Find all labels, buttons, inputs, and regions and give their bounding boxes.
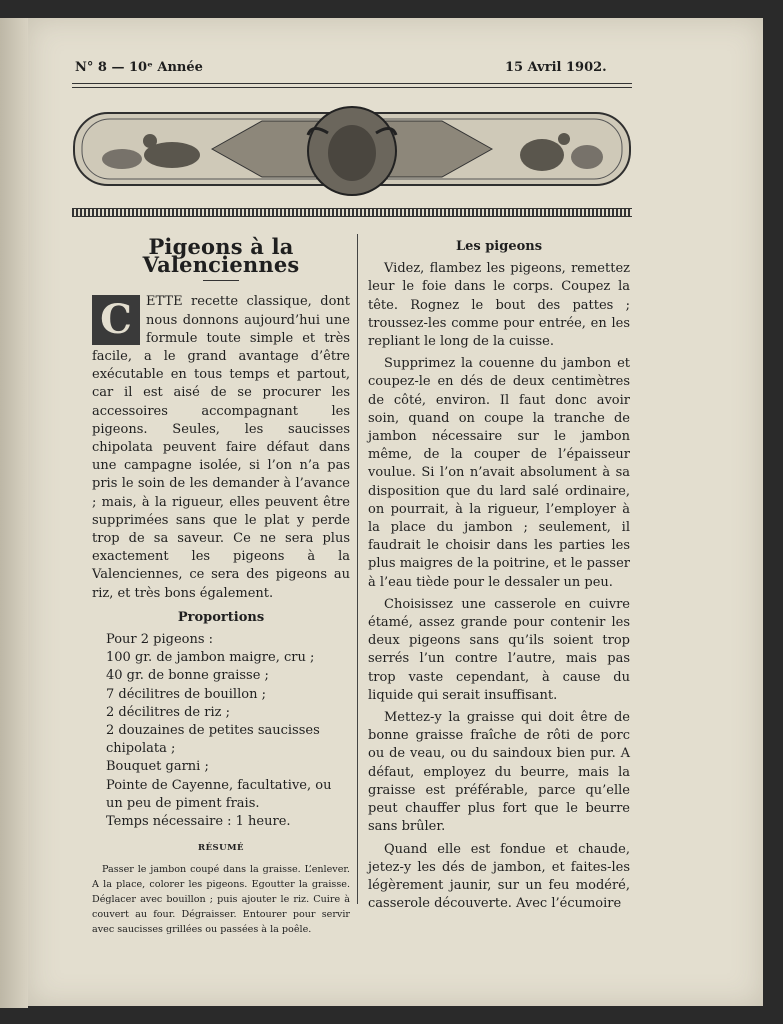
issue-number: N° 8 — 10ᵉ Année	[75, 60, 203, 75]
column-divider	[357, 234, 358, 904]
issue-date: 15 Avril 1902.	[505, 60, 607, 75]
list-item: 40 gr. de bonne graisse ;	[106, 668, 269, 684]
list-item: Pour 2 pigeons :	[106, 632, 214, 648]
article-title: Pigeons à la Valenciennes	[142, 234, 300, 278]
list-item: 2 douzaines de petites saucisses chipolata ;	[106, 723, 320, 757]
dropcap-initial: C	[92, 295, 140, 345]
title-rule	[203, 280, 239, 281]
book-spine	[0, 18, 28, 1008]
decorative-banner-animals	[72, 95, 632, 203]
proportions-list	[92, 631, 350, 831]
left-column	[92, 232, 350, 937]
list-item: 7 décilitres de bouillon ;	[106, 686, 266, 702]
list-item: Bouquet garni ;	[106, 759, 209, 775]
paragraph: Videz, flambez les pigeons, remettez leur le foie dans le corps. Coupez la tête. Rognez le bout des pattes ; troussez-les comme pour entrée, en les repliant le long de la cuisse.	[368, 261, 630, 350]
resume-text: Passer le jambon coupé dans la graisse. L’enlever. A la place, colorer les pigeons. Egoutter la graisse. Déglacer avec bouillon ; puis ajouter le riz. Cuire à couvert au four. Dégraisser. Entourer pour servir avec saucisses grillées ou passées à la poêle.	[92, 863, 350, 935]
proportions-heading: Proportions	[177, 609, 265, 625]
paragraph: Mettez-y la graisse qui doit être de bonne graisse fraîche de rôti de porc ou de veau, ou du saindoux bien pur. A défaut, employez du beurre, mais la graisse est préférable, parce qu’elle peut chauffer plus fort que le beurre sans brûler.	[368, 710, 630, 835]
paragraph: Quand elle est fondue et chaude, jetez-y les dés de jambon, et faites-les légèrement jaunir, sur un feu modéré, casserole découverte. Avec l’écumoire	[368, 841, 630, 912]
paragraph: Supprimez la couenne du jambon et coupez-le en dés de deux centimètres de côté, environ. Il faut donc avoir soin, quand on coupe la tranche de jambon nécessaire sur le jambon même, de la couper de l’épaisseur voulue. Si l’on n’avait absolument à sa disposition que du lard salé ordinaire, on pourrait, à la rigueur, l’employer à la place du jambon ; seulement, il faudrait le choisir dans les parties les plus maigres de la poitrine, et le passer à l’eau tiède pour le dessaler un peu.	[368, 356, 630, 590]
intro-paragraph: ETTE recette classique, dont nous donnons aujourd’hui une formule toute simple et très facile, a le grand avantage d’être exécutable en tous temps et partout, car il est aisé de se procurer les accessoires accompagnant les pigeons. Seules, les saucisses chipolata peuvent faire défaut dans une campagne isolée, si l’on n’a pas pris le soin de les demander à l’avance ; mais, à la rigueur, elles peuvent être supprimées sans que le plat y perde trop de sa saveur. Ce ne sera plus exactement les pigeons à la Valenciennes, ce sera des pigeons au riz, et très bons également.	[92, 294, 350, 601]
right-column	[368, 232, 630, 917]
section-heading-pigeons: Les pigeons	[455, 239, 543, 254]
list-item: 100 gr. de jambon maigre, cru ;	[106, 650, 315, 666]
list-item: 2 décilitres de riz ;	[106, 704, 230, 720]
ornamental-rule	[72, 208, 632, 217]
list-item: Pointe de Cayenne, facultative, ou un peu de piment frais.	[106, 777, 332, 811]
header-rule	[72, 83, 632, 88]
paragraph: Choisissez une casserole en cuivre étamé, assez grande pour contenir les deux pigeons sans qu’ils soient trop serrés l’un contre l’autre, mais pas trop vaste cependant, à cause du liquide qui serait insuffisant.	[368, 596, 630, 703]
list-item: Temps nécessaire : 1 heure.	[106, 814, 291, 830]
resume-heading: RÉSUMÉ	[198, 843, 244, 854]
